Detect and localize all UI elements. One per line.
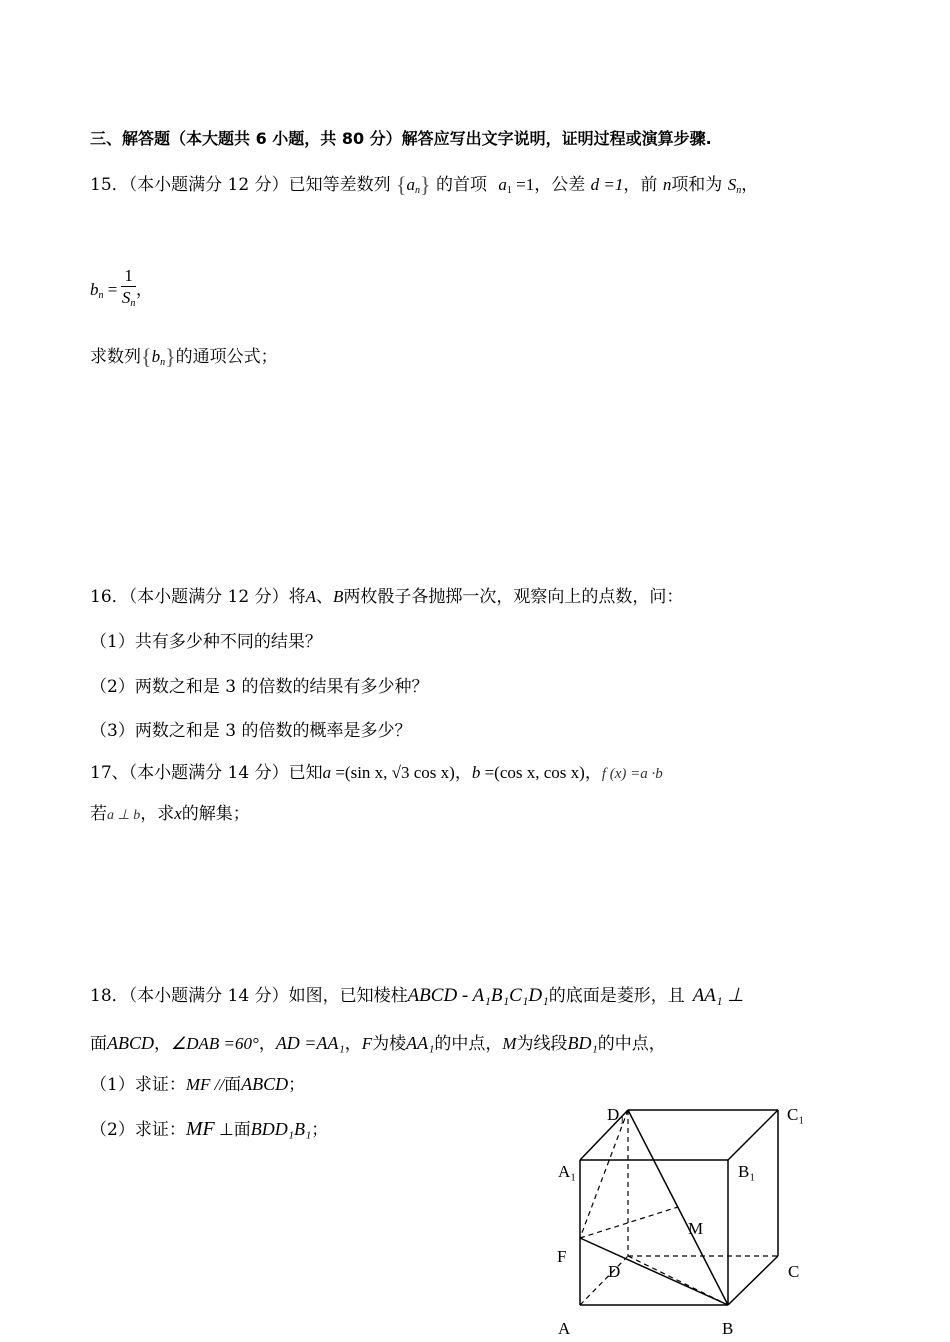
question-17-line-1 <box>90 758 663 783</box>
question-15-bn-formula <box>90 266 153 315</box>
edge-c1-b1 <box>728 1110 778 1160</box>
q16-prefix: 16．（本小题满分 12 分）将 <box>90 587 306 607</box>
q15-seq-a-sub: n <box>415 185 421 196</box>
q18-text-4: 为线段 <box>516 1034 568 1054</box>
q18-sub2-face: 面 <box>233 1120 251 1140</box>
q17-perp: a ⊥ b <box>107 808 141 823</box>
q17-b-def: =(cos x, cos x) <box>480 763 585 782</box>
q18-M: M <box>502 1034 517 1053</box>
q15-seq-a: a <box>406 175 416 194</box>
question-16-sub-1: （1）共有多少种不同的结果？ <box>90 632 322 652</box>
q18-text-3: 的中点， <box>434 1034 503 1054</box>
brace-icon: { <box>395 172 407 197</box>
q17-sep2: ， <box>584 763 602 783</box>
q18-sub1-math: MF // <box>185 1075 225 1094</box>
question-18-sub-1 <box>90 1070 305 1095</box>
q15-ask-suffix: 的通项公式； <box>175 347 278 367</box>
q18-face: 面 <box>90 1034 107 1054</box>
q15-S-sub: n <box>736 185 742 196</box>
q18-text-5: 的中点， <box>597 1034 666 1054</box>
segment-d1-f <box>580 1110 628 1238</box>
q15-text-1: 的首项 <box>436 175 488 195</box>
label-D1: D₁ <box>607 1105 626 1124</box>
q18-prefix: 18．（本小题满分 14 分）如图，已知棱柱 <box>90 986 408 1006</box>
q18-sub1-suffix: ； <box>288 1075 306 1095</box>
q17-prefix: 17、（本小题满分 14 分）已知 <box>90 763 323 783</box>
q15-d-eq: d =1 <box>590 175 624 194</box>
q15-frac-den: S <box>121 288 131 307</box>
q17-l2-prefix: 若 <box>90 804 107 824</box>
q16-suffix: 两枚骰子各抛掷一次，观察向上的点数，问： <box>343 587 684 607</box>
q15-n: n <box>662 175 672 194</box>
q15-bn: b <box>90 280 99 299</box>
q18-text-2: 为棱 <box>372 1034 407 1054</box>
q16-B: B <box>332 587 344 606</box>
edge-a-d <box>580 1256 628 1305</box>
q16-A: A <box>305 587 316 606</box>
q18-abcd: ABCD <box>107 1033 154 1053</box>
label-M: M <box>688 1219 704 1238</box>
q15-frac-den-sub: n <box>130 298 136 309</box>
q17-x: x <box>174 804 182 823</box>
q15-eq: = <box>103 280 118 299</box>
q15-prefix: 15．（本小题满分 12 分）已知等差数列 <box>90 175 391 195</box>
q17-l2-mid: ，求 <box>140 804 175 824</box>
q18-sub1-plane: ABCD <box>241 1074 289 1094</box>
q18-text-1: 的底面是菱形，且 <box>548 986 685 1006</box>
label-A1: A₁ <box>558 1162 577 1181</box>
label-B: B <box>722 1319 734 1338</box>
brace-icon: } <box>165 344 176 369</box>
brace-icon: { <box>141 344 152 369</box>
question-18-line-2 <box>90 1029 666 1054</box>
q17-a-def: =(sin x, √3 cos x) <box>331 763 455 782</box>
label-A: A <box>558 1319 571 1338</box>
q18-aa1: AA₁ ⊥ <box>692 985 744 1006</box>
q18-sub2-math: MF <box>185 1118 215 1140</box>
edge-b-c <box>728 1256 778 1305</box>
q15-text-4: 项和为 <box>671 175 723 195</box>
q15-a1: a <box>498 175 507 194</box>
segment-d-b <box>628 1256 728 1305</box>
question-17-line-2 <box>90 799 250 824</box>
q18-sub2-plane: BDD₁B₁ <box>250 1119 312 1139</box>
q18-bd1: BD₁ <box>567 1033 598 1053</box>
prism-figure <box>545 1100 825 1342</box>
q18-sub1-face: 面 <box>224 1075 242 1095</box>
q15-fraction <box>121 266 136 315</box>
segment-f-b <box>580 1238 728 1305</box>
question-18-line-1 <box>90 981 744 1007</box>
label-B1: B₁ <box>738 1162 756 1181</box>
q18-F: F <box>361 1034 373 1053</box>
label-F: F <box>557 1247 567 1266</box>
brace-icon: } <box>420 172 431 197</box>
q15-ask-seq-sub: n <box>160 357 166 368</box>
q17-f-def: f (x) =a ·b <box>601 766 663 782</box>
q17-b-vec: b <box>471 763 481 782</box>
q15-text-6: ， <box>135 280 153 300</box>
q15-text-3: ，前 <box>623 175 658 195</box>
q15-ask-seq: b <box>151 347 161 366</box>
q18-sub2-perp: ⊥ <box>214 1120 234 1139</box>
q18-angle: ∠DAB =60° <box>171 1034 259 1053</box>
question-18-sub-2 <box>90 1115 328 1141</box>
q18-prism: ABCD - A₁B₁C₁D₁ <box>407 985 549 1006</box>
label-D: D <box>608 1262 621 1281</box>
q15-ask-prefix: 求数列 <box>90 347 141 367</box>
q18-sub2-prefix: （2）求证： <box>90 1120 186 1140</box>
q18-sub2-suffix: ； <box>311 1120 329 1140</box>
label-C: C <box>788 1262 800 1281</box>
section-header: 三、解答题（本大题共 6 小题，共 80 分）解答应写出文字说明，证明过程或演算步骤. <box>90 129 712 148</box>
q15-frac-num: 1 <box>121 266 136 287</box>
label-C1: C₁ <box>787 1105 805 1124</box>
question-16-sub-2: （2）两数之和是 3 的倍数的结果有多少种？ <box>90 677 429 697</box>
q17-l2-suffix: 的解集； <box>181 804 250 824</box>
q18-sub1-prefix: （1）求证： <box>90 1075 186 1095</box>
q15-S: S <box>727 175 737 194</box>
q15-a1-sub: 1 <box>506 185 512 196</box>
q17-a-vec: a <box>322 763 332 782</box>
q18-c1: ， <box>154 1034 171 1054</box>
q15-bn-sub: n <box>98 290 104 301</box>
question-15-line-1 <box>90 170 758 198</box>
q17-sep1: ， <box>454 763 472 783</box>
q18-ad-eq: AD =AA₁ <box>275 1033 345 1053</box>
q18-aa1b: AA₁ <box>406 1033 435 1053</box>
q15-text-2: ，公差 <box>534 175 586 195</box>
q18-c3: ， <box>344 1034 362 1054</box>
question-16-sub-3: （3）两数之和是 3 的倍数的概率是多少？ <box>90 721 412 741</box>
segment-f-m <box>580 1207 678 1238</box>
q15-a1-eq: =1 <box>511 175 535 194</box>
q16-sep: 、 <box>315 587 333 607</box>
question-16-line-1 <box>90 582 683 607</box>
q15-text-5: ， <box>741 175 759 195</box>
question-15-ask <box>90 342 278 370</box>
q18-c2: ， <box>258 1034 276 1054</box>
